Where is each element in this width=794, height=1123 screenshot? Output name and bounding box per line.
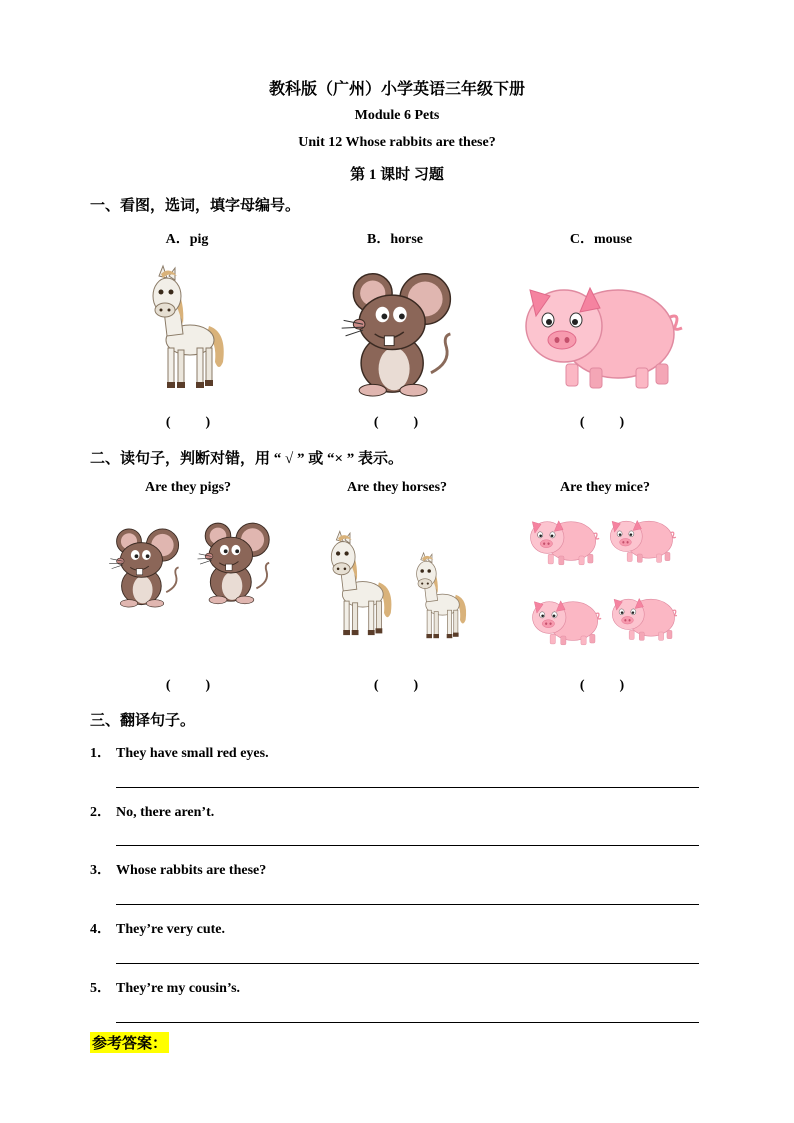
answer-line-5[interactable]: [116, 1022, 699, 1023]
section3-heading: 三、翻译句子。: [90, 713, 196, 729]
option-a: A．pig: [165, 232, 209, 247]
item-text: They have small red eyes.: [116, 746, 269, 761]
answer-blank-3[interactable]: ( ): [579, 415, 625, 430]
judge-blank-1[interactable]: ( ): [165, 678, 211, 693]
answer-line-1[interactable]: [116, 787, 699, 788]
item-number: 5．: [90, 981, 111, 996]
item-text: Whose rabbits are these?: [116, 863, 267, 878]
section2-heading: 二、读句子，判断对错，用 “ √ ” 或 “× ” 表示。: [90, 451, 404, 467]
answer-key-label: 参考答案：: [90, 1032, 169, 1053]
module-title: Module 6 Pets: [354, 108, 440, 123]
question-horses: Are they horses?: [346, 480, 448, 495]
unit-title: Unit 12 Whose rabbits are these?: [298, 135, 496, 150]
item-number: 4．: [90, 922, 111, 937]
item-text: No, there aren’t.: [116, 805, 215, 820]
pig-image: [518, 268, 684, 390]
item-text: They’re my cousin’s.: [116, 981, 241, 996]
translate-item-3: [90, 859, 266, 879]
question-pigs: Are they pigs?: [144, 480, 232, 495]
translate-item-5: [90, 977, 240, 997]
judge-blank-3[interactable]: ( ): [579, 678, 625, 693]
option-b: B．horse: [367, 232, 423, 247]
mouse-image: [322, 266, 472, 398]
translate-item-4: [90, 918, 225, 938]
answer-blank-2[interactable]: ( ): [373, 415, 419, 430]
two-mice-image: [98, 518, 280, 660]
option-c: C．mouse: [569, 232, 633, 247]
translate-item-2: [90, 801, 214, 821]
horse-image: [135, 262, 235, 398]
item-number: 3．: [90, 863, 111, 878]
translate-item-1: [90, 742, 269, 762]
item-number: 1．: [90, 746, 111, 761]
answer-line-2[interactable]: [116, 845, 699, 846]
item-number: 2．: [90, 805, 111, 820]
answer-line-3[interactable]: [116, 904, 699, 905]
four-pigs-image: [527, 512, 677, 662]
lesson-title: 第 1 课时 习题: [350, 167, 444, 183]
item-text: They’re very cute.: [116, 922, 225, 937]
document-title: 教科版（广州）小学英语三年级下册: [268, 81, 525, 98]
judge-blank-2[interactable]: ( ): [373, 678, 419, 693]
answer-line-4[interactable]: [116, 963, 699, 964]
answer-blank-1[interactable]: ( ): [165, 415, 211, 430]
section1-heading: 一、看图，选词，填字母编号。: [90, 198, 301, 214]
two-horses-image: [316, 528, 480, 644]
question-mice: Are they mice?: [560, 480, 650, 495]
